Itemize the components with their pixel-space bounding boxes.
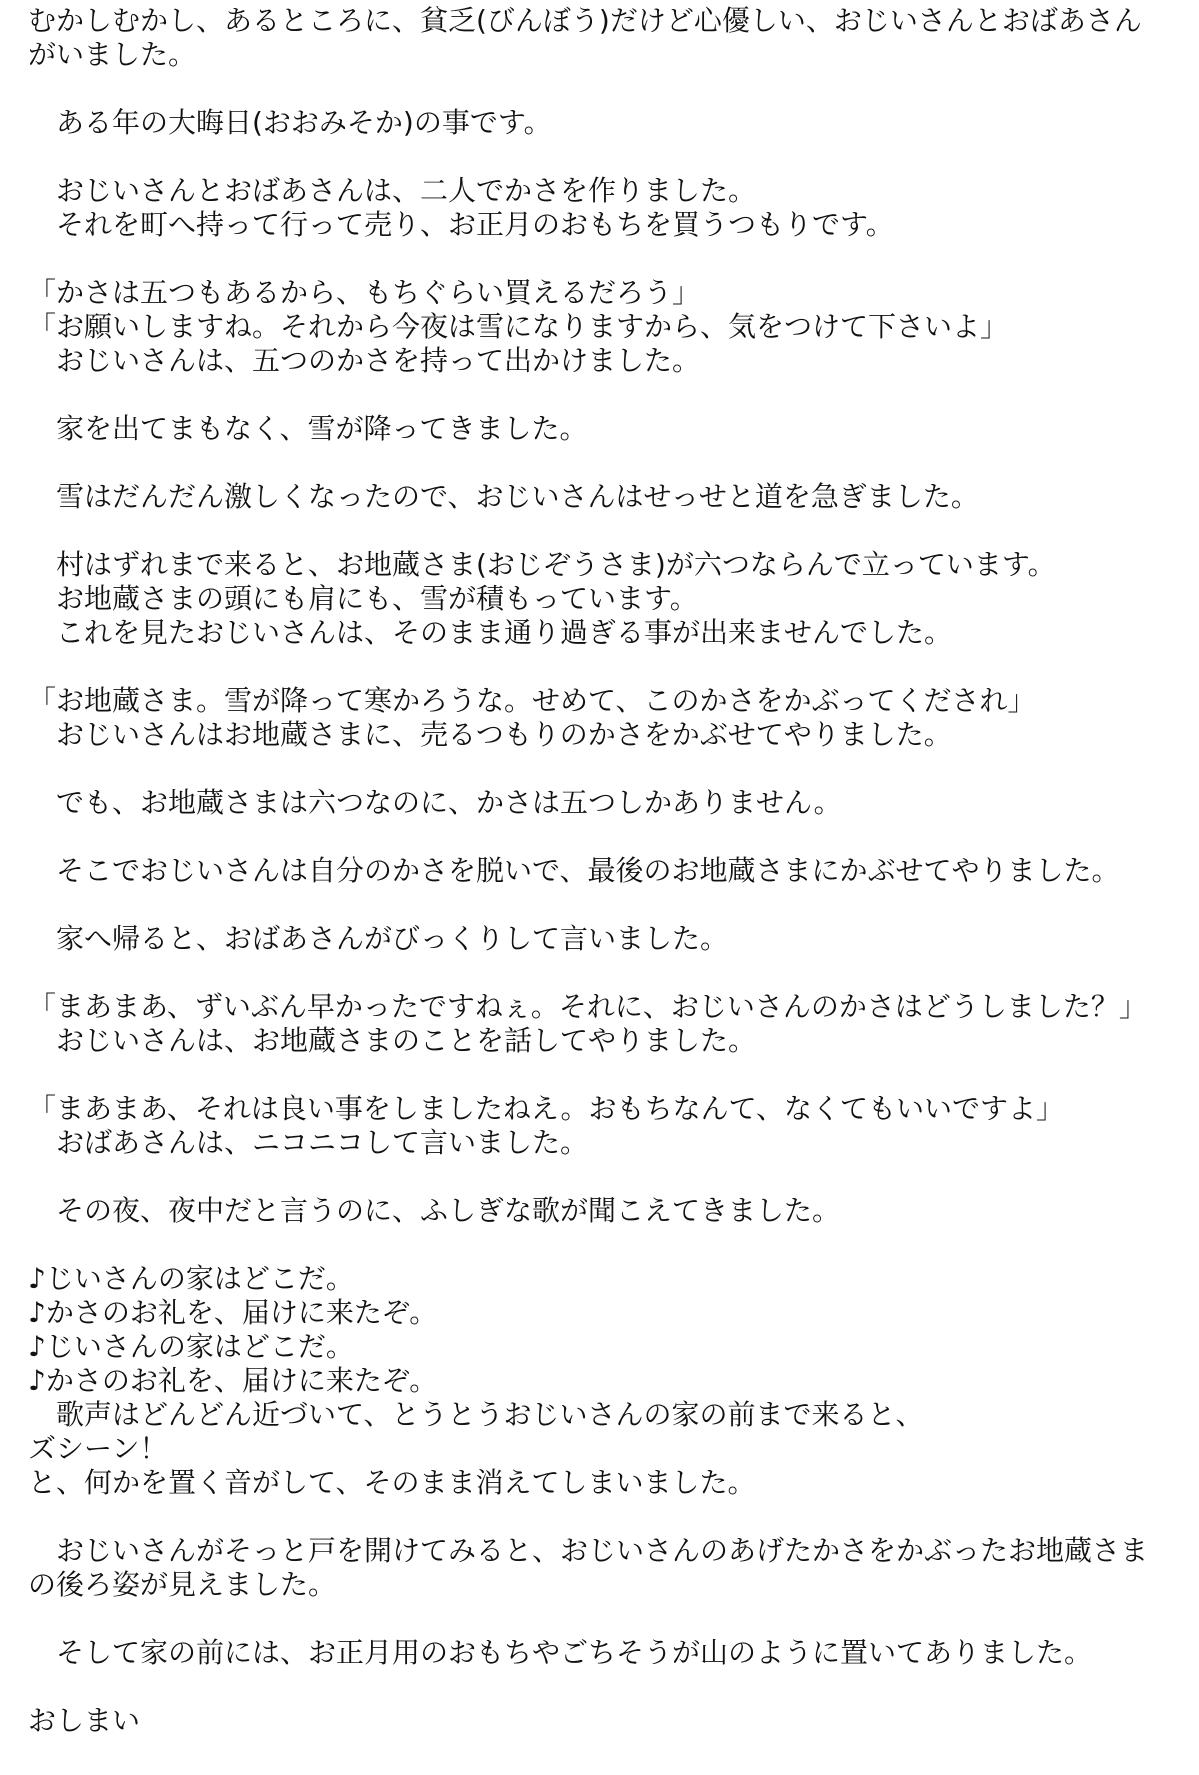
paragraph: これを見たおじいさんは、そのまま通り過ぎる事が出来ませんでした。	[28, 616, 953, 649]
blank-line	[28, 820, 1178, 854]
song-line: ♪じいさんの家はどこだ。	[28, 1330, 354, 1363]
song-line: ♪かさのお礼を、届けに来たぞ。	[28, 1296, 438, 1329]
paragraph: おじいさんはお地蔵さまに、売るつもりのかさをかぶせてやりました。	[28, 718, 952, 751]
blank-line	[28, 1500, 1178, 1534]
blank-line	[28, 752, 1178, 786]
blank-line	[28, 1602, 1178, 1636]
blank-line	[28, 72, 1178, 106]
paragraph: おじいさんがそっと戸を開けてみると、おじいさんのあげたかさをかぶったお地蔵さまの後ろ姿が見えました。	[28, 1534, 1149, 1601]
paragraph: 村はずれまで来ると、お地蔵さま(おじぞうさま)が六つならんで立っています。	[28, 548, 1056, 581]
paragraph: それを町へ持って行って売り、お正月のおもちを買うつもりです。	[28, 208, 894, 241]
paragraph: おじいさんは、五つのかさを持って出かけました。	[28, 344, 701, 377]
blank-line	[28, 140, 1178, 174]
blank-line	[28, 1160, 1178, 1194]
paragraph: おじいさんは、お地蔵さまのことを話してやりました。	[28, 1024, 757, 1057]
blank-line	[28, 956, 1178, 990]
dialogue-line: 「かさは五つもあるから、もちぐらい買えるだろう」	[28, 276, 701, 309]
paragraph: 家へ帰ると、おばあさんがびっくりして言いました。	[28, 922, 729, 955]
blank-line	[28, 514, 1178, 548]
paragraph: おじいさんとおばあさんは、二人でかさを作りました。	[28, 174, 757, 207]
paragraph: そして家の前には、お正月用のおもちやごちそうが山のように置いてありました。	[28, 1636, 1093, 1669]
blank-line	[28, 1228, 1178, 1262]
paragraph: と、何かを置く音がして、そのまま消えてしまいました。	[28, 1466, 756, 1499]
blank-line	[28, 888, 1178, 922]
blank-line	[28, 650, 1178, 684]
blank-line	[28, 1670, 1178, 1704]
dialogue-line: 「お地蔵さま。雪が降って寒かろうな。せめて、このかさをかぶってくだされ」	[28, 684, 1036, 717]
paragraph: その夜、夜中だと言うのに、ふしぎな歌が聞こえてきました。	[28, 1194, 841, 1227]
song-line: ♪じいさんの家はどこだ。	[28, 1262, 354, 1295]
story-text	[28, 4, 1178, 1738]
story-end: おしまい	[28, 1704, 141, 1737]
blank-line	[28, 242, 1178, 276]
blank-line	[28, 378, 1178, 412]
paragraph: 歌声はどんどん近づいて、とうとうおじいさんの家の前まで来ると、	[28, 1398, 924, 1431]
dialogue-line: 「まあまあ、それは良い事をしましたねえ。おもちなんて、なくてもいいですよ」	[28, 1092, 1065, 1125]
paragraph: でも、お地蔵さまは六つなのに、かさは五つしかありません。	[28, 786, 842, 819]
song-line: ♪かさのお礼を、届けに来たぞ。	[28, 1364, 438, 1397]
paragraph: ある年の大晦日(おおみそか)の事です。	[28, 106, 552, 139]
blank-line	[28, 446, 1178, 480]
paragraph: 雪はだんだん激しくなったので、おじいさんはせっせと道を急ぎました。	[28, 480, 979, 513]
blank-line	[28, 1058, 1178, 1092]
dialogue-line: 「お願いしますね。それから今夜は雪になりますから、気をつけて下さいよ」	[28, 310, 1009, 343]
paragraph: お地蔵さまの頭にも肩にも、雪が積もっています。	[28, 582, 698, 615]
paragraph: むかしむかし、あるところに、貧乏(びんぼう)だけど心優しい、おじいさんとおばあさんがいました。	[28, 4, 1142, 71]
paragraph: 家を出てまもなく、雪が降ってきました。	[28, 412, 588, 445]
dialogue-line: 「まあまあ、ずいぶん早かったですねぇ。それに、おじいさんのかさはどうしました？」	[28, 990, 1147, 1023]
paragraph: おばあさんは、ニコニコして言いました。	[28, 1126, 589, 1159]
paragraph: そこでおじいさんは自分のかさを脱いで、最後のお地蔵さまにかぶせてやりました。	[28, 854, 1120, 887]
sound-effect: ズシーン！	[28, 1432, 168, 1465]
